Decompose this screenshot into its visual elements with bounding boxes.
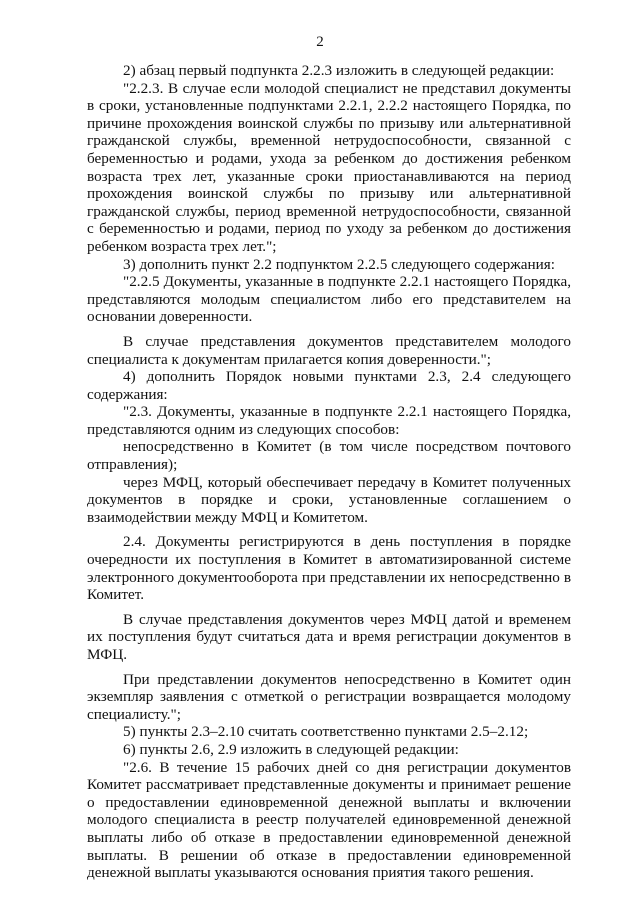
page-number: 2 xyxy=(316,34,324,50)
paragraph-2-6-text: "2.6. В течение 15 рабочих дней со дня регистрации документов Комитет рассматривает представленные документы и принимает решение о предоставлении единовременной денежной выплаты и включении молодого специалиста в реестр получателей единовременной денежной выплаты либо об отказе в предоставлении единовременной денежной выплаты. В решении об отказе в предоставлении единовременной денежной выплаты указываются основания приятия такого решения. xyxy=(87,758,571,882)
spacer xyxy=(87,326,571,333)
spacer xyxy=(87,604,571,611)
paragraph-add-2-3-2-4: 4) дополнить Порядок новыми пунктами 2.3, 2.4 следующего содержания: xyxy=(87,368,571,403)
document-body xyxy=(87,62,571,882)
paragraph-amend-2-2-3: 2) абзац первый подпункта 2.2.3 изложить в следующей редакции: xyxy=(123,62,555,79)
paragraph-mfc-registration: В случае представления документов через МФЦ датой и временем их поступления будут считаться дата и время регистрации документов в МФЦ. xyxy=(87,610,571,663)
paragraph-2-3-text: "2.3. Документы, указанные в подпункте 2.2.1 настоящего Порядка, представляются одним из следующих способов: xyxy=(87,403,571,438)
paragraph-direct-copy-return: При представлении документов непосредственно в Комитет один экземпляр заявления с отметкой о регистрации возвращается молодому специалисту."; xyxy=(87,670,571,723)
paragraph-direct-submission: непосредственно в Комитет (в том числе посредством почтового отправления); xyxy=(87,438,571,474)
paragraph-representative-copy: В случае представления документов представителем молодого специалиста к документам прилагается копия доверенности."; xyxy=(87,332,571,368)
paragraph-2-2-3-text: "2.2.3. В случае если молодой специалист не представил документы в сроки, установленные подпунктами 2.2.1, 2.2.2 настоящего Порядка, по причине прохождения воинской службы по призыву или альтернативной гражданской службы, временной нетрудоспособности, связанной с беременностью и родами, ухода за ребенком до достижения ребенком возраста трех лет, указанные сроки приостанавливаются на период прохождения воинской службы по призыву или альтернативной гражданской службы, период временной нетрудоспособности, связанной с беременностью и родами, период по уходу за ребенком до достижения ребенком возраста трех лет."; xyxy=(87,79,571,255)
spacer xyxy=(87,664,571,671)
paragraph-amend-2-6-2-9: 6) пункты 2.6, 2.9 изложить в следующей редакции: xyxy=(123,740,459,758)
paragraph-2-4-text: 2.4. Документы регистрируются в день поступления в порядке очередности их поступления в Комитет в автоматизированной системе электронного документооборота при представлении их непосредственно в Комитет. xyxy=(87,533,571,604)
paragraph-2-2-5-text: "2.2.5 Документы, указанные в подпункте 2.2.1 настоящего Порядка, представляются молодым специалистом либо его представителем на основании доверенности. xyxy=(87,273,571,326)
paragraph-renumber: 5) пункты 2.3–2.10 считать соответственно пунктами 2.5–2.12; xyxy=(123,723,529,741)
paragraph-mfc-submission: через МФЦ, который обеспечивает передачу в Комитет полученных документов в порядке и сроки, установленные соглашением о взаимодействии между МФЦ и Комитетом. xyxy=(87,473,571,526)
paragraph-add-2-2-5: 3) дополнить пункт 2.2 подпунктом 2.2.5 следующего содержания: xyxy=(123,255,555,273)
spacer xyxy=(87,526,571,533)
